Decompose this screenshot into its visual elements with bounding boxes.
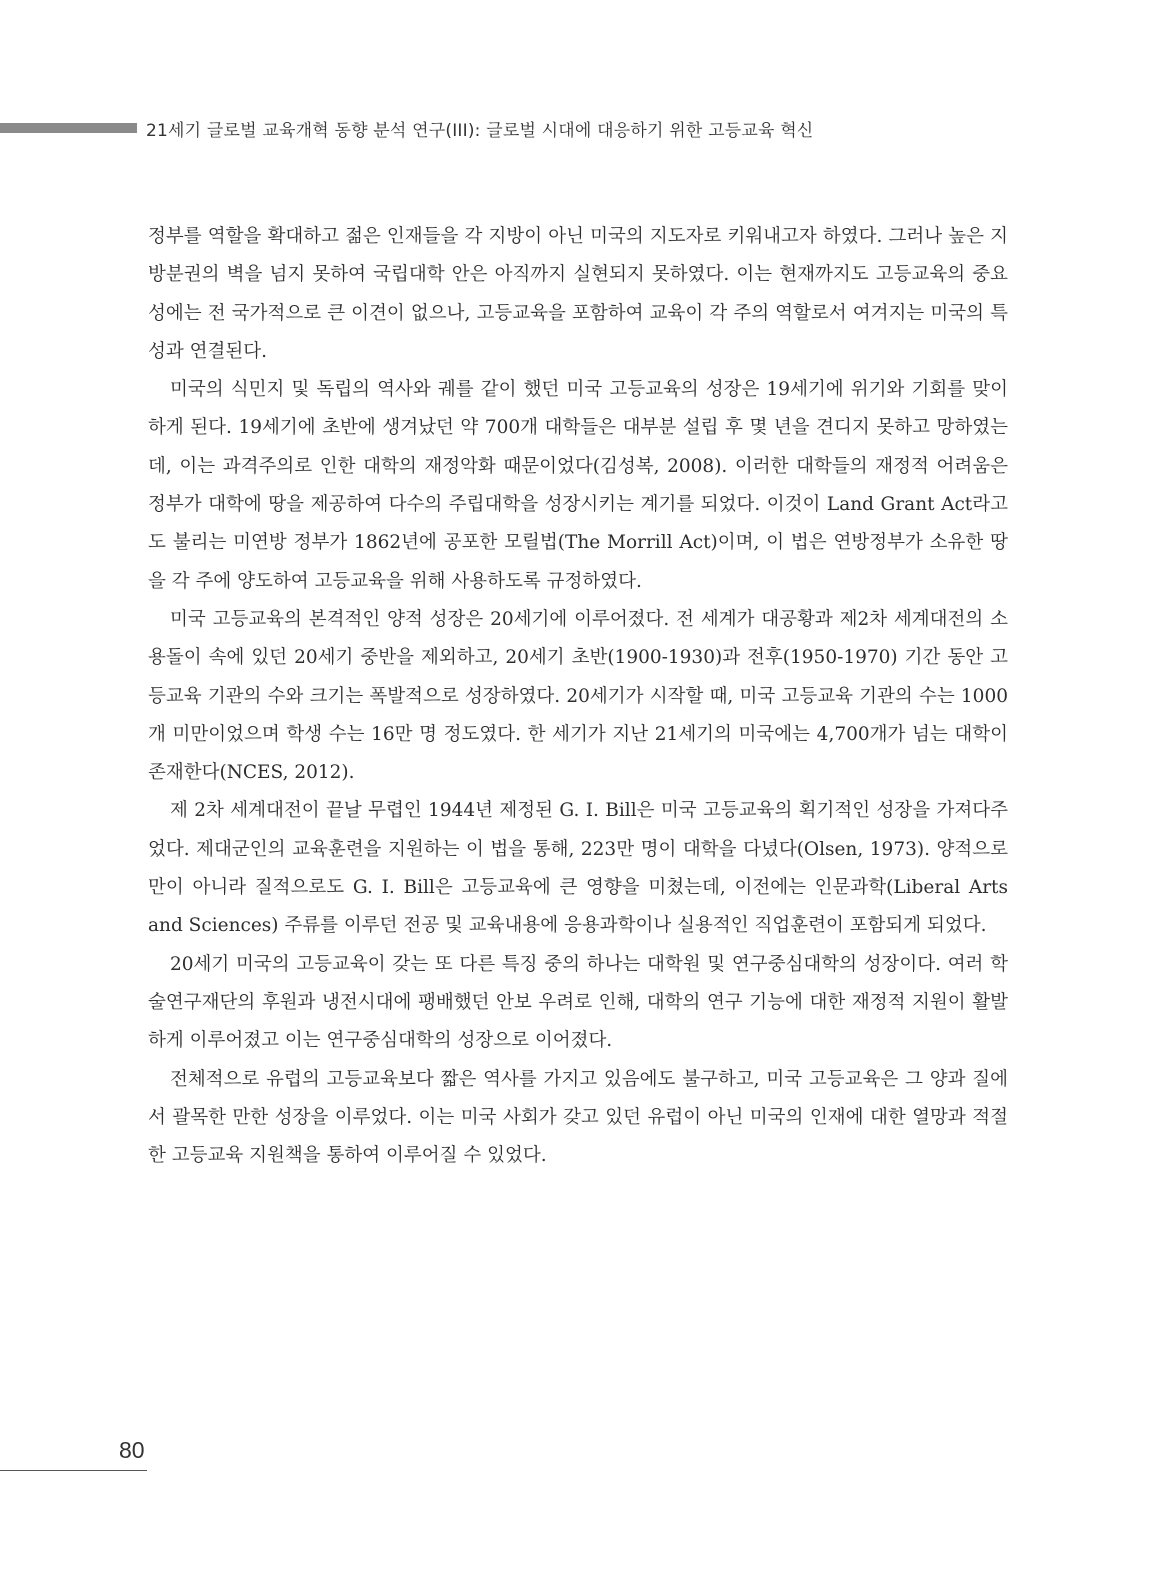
paragraph: 20세기 미국의 고등교육이 갖는 또 다른 특징 중의 하나는 대학원 및 연구중심대학의 성장이다. 여러 학술연구재단의 후원과 냉전시대에 팽배했던 안보 우려로 인해, 대학의 연구 기능에 대한 재정적 지원이 활발하게 이루어졌고 이는 연구중심대학의 성장으로 이어졌다. xyxy=(148,953,1008,1052)
paragraph: 제 2차 세계대전이 끝날 무렵인 1944년 제정된 G. I. Bill은 미국 고등교육의 획기적인 성장을 가져다주었다. 제대군인의 교육훈련을 지원하는 이 법을 통해, 223만 명이 대학을 다녔다(Olsen, 1973). 양적으로만이 아니라 질적으로도 G. I. Bill은 고등교육에 큰 영향을 미쳤는데, 이전에는 인문과학(Liberal Arts and Sciences) 주류를 이루던 전공 및 교육내용에 응용과학이나 실용적인 직업훈련이 포함되게 되었다. xyxy=(148,800,1008,937)
header-accent-bar xyxy=(0,123,137,133)
paragraph: 정부를 역할을 확대하고 젊은 인재들을 각 지방이 아닌 미국의 지도자로 키워내고자 하였다. 그러나 높은 지방분권의 벽을 넘지 못하여 국립대학 안은 아직까지 실현되지 못하였다. 이는 현재까지도 고등교육의 중요성에는 전 국가적으로 큰 이견이 없으나, 고등교육을 포함하여 교육이 각 주의 역할로서 여겨지는 미국의 특성과 연결된다. xyxy=(148,226,1008,362)
page-number: 80 xyxy=(119,1437,145,1463)
paragraph: 미국 고등교육의 본격적인 양적 성장은 20세기에 이루어졌다. 전 세계가 대공황과 제2차 세계대전의 소용돌이 속에 있던 20세기 중반을 제외하고, 20세기 초반(1900-1930)과 전후(1950-1970) 기간 동안 고등교육 기관의 수와 크기는 폭발적으로 성장하였다. 20세기가 시작할 때, 미국 고등교육 기관의 수는 1000개 미만이었으며 학생 수는 16만 명 정도였다. 한 세기가 지난 21세기의 미국에는 4,700개가 넘는 대학이 존재한다(NCES, 2012). xyxy=(148,608,1008,784)
running-header-title: 21세기 글로벌 교육개혁 동향 분석 연구(III): 글로벌 시대에 대응하기 위한 고등교육 혁신 xyxy=(146,121,814,141)
paragraph: 미국의 식민지 및 독립의 역사와 궤를 같이 했던 미국 고등교육의 성장은 19세기에 위기와 기회를 맞이하게 된다. 19세기에 초반에 생겨났던 약 700개 대학들은 대부분 설립 후 몇 년을 견디지 못하고 망하였는데, 이는 과격주의로 인한 대학의 재정악화 때문이었다(김성복, 2008). 이러한 대학들의 재정적 어려움은 정부가 대학에 땅을 제공하여 다수의 주립대학을 성장시키는 계기를 되었다. 이것이 Land Grant Act라고도 불리는 미연방 정부가 1862년에 공포한 모릴법(The Morrill Act)이며, 이 법은 연방정부가 소유한 땅을 각 주에 양도하여 고등교육을 위해 사용하도록 규정하였다. xyxy=(148,379,1008,592)
footer-rule xyxy=(0,1470,147,1471)
paragraph: 전체적으로 유럽의 고등교육보다 짧은 역사를 가지고 있음에도 불구하고, 미국 고등교육은 그 양과 질에서 괄목한 만한 성장을 이루었다. 이는 미국 사회가 갖고 있던 유럽이 아닌 미국의 인재에 대한 열망과 적절한 고등교육 지원책을 통하여 이루어질 수 있었다. xyxy=(148,1068,1008,1167)
body-text xyxy=(148,218,1008,1175)
